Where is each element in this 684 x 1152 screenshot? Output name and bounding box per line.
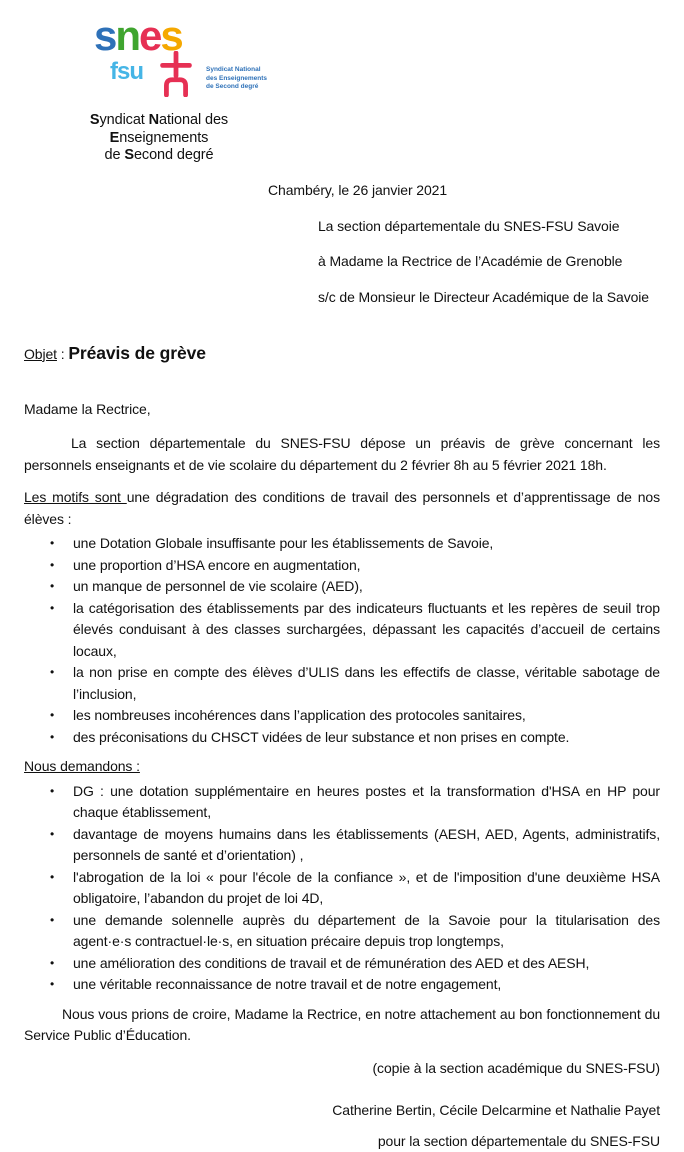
intro-paragraph: La section départementale du SNES-FSU dépose un préavis de grève concernant les personnels enseignants et de vie scolaire du département du 2 février 8h au 5 février 2021 18h. xyxy=(24,433,660,476)
org-name xyxy=(47,112,271,165)
subject-separator: : xyxy=(57,346,68,362)
snes-fsu-logo xyxy=(94,18,354,98)
list-item: • davantage de moyens humains dans les établissements (AESH, AED, Agents, administratifs, personnels de santé et d’orientation) , xyxy=(24,824,660,867)
bullet-icon: • xyxy=(50,727,73,749)
bullet-icon: • xyxy=(50,781,73,824)
motifs-lead xyxy=(24,487,660,530)
bullet-icon: • xyxy=(50,953,73,975)
subject-title: Préavis de grève xyxy=(68,343,206,363)
recipient-block xyxy=(318,216,660,308)
logo-fsu-label: fsu xyxy=(110,58,143,86)
recipient-line: La section départementale du SNES-FSU Savoie xyxy=(318,216,660,237)
list-item: • DG : une dotation supplémentaire en heures postes et la transformation d'HSA en HP pour chaque établissement, xyxy=(24,781,660,824)
copy-note: (copie à la section académique du SNES-FSU) xyxy=(24,1058,660,1080)
list-item: • une demande solennelle auprès du département de la Savoie pour la titularisation des agent·e·s contractuel·le·s, en situation précaire depuis trop longtemps, xyxy=(24,910,660,953)
signature-names: Catherine Bertin, Cécile Delcarmine et Nathalie Payet xyxy=(24,1100,660,1122)
logo-letter: s xyxy=(94,12,115,59)
logo-letter: n xyxy=(115,12,139,59)
demandes-heading: Nous demandons : xyxy=(24,756,660,778)
bullet-icon: • xyxy=(50,867,73,910)
logo-caption xyxy=(206,66,267,92)
bullet-icon: • xyxy=(50,598,73,663)
motifs-list xyxy=(24,533,660,748)
subject-line xyxy=(24,341,660,366)
closing-paragraph: Nous vous prions de croire, Madame la Rectrice, en notre attachement au bon fonctionnement du Service Public d’Éducation. xyxy=(24,1004,660,1047)
list-item: • un manque de personnel de vie scolaire (AED), xyxy=(24,576,660,598)
logo-caption-line: Syndicat National xyxy=(206,66,267,75)
list-item: • les nombreuses incohérences dans l’application des protocoles sanitaires, xyxy=(24,705,660,727)
logo-letter: e xyxy=(139,12,160,59)
motifs-lead-underlined: Les motifs sont xyxy=(24,489,127,505)
salutation: Madame la Rectrice, xyxy=(24,399,660,421)
org-name-line2: de Second degré xyxy=(47,147,271,165)
org-name-line1: Syndicat National des Enseignements xyxy=(47,112,271,147)
list-item: • la non prise en compte des élèves d’ULIS dans les effectifs de classe, véritable sabotage de l’inclusion, xyxy=(24,662,660,705)
recipient-line: à Madame la Rectrice de l’Académie de Grenoble xyxy=(318,251,660,272)
list-item: • une véritable reconnaissance de notre travail et de notre engagement, xyxy=(24,974,660,996)
signature-role: pour la section départementale du SNES-FSU xyxy=(24,1131,660,1152)
list-item: • une amélioration des conditions de travail et de rémunération des AED et des AESH, xyxy=(24,953,660,975)
logo-wordmark xyxy=(94,18,354,54)
subject-label: Objet xyxy=(24,346,57,362)
logo-letter: s xyxy=(160,12,181,59)
bullet-icon: • xyxy=(50,576,73,598)
bullet-icon: • xyxy=(50,705,73,727)
date-line: Chambéry, le 26 janvier 2021 xyxy=(268,180,660,201)
demandes-list xyxy=(24,781,660,996)
logo-caption-line: de Second degré xyxy=(206,83,267,92)
motifs-lead-rest: une dégradation des conditions de travail des personnels et d’apprentissage de nos élèves : xyxy=(24,489,660,527)
list-item: • une Dotation Globale insuffisante pour les établissements de Savoie, xyxy=(24,533,660,555)
recipient-line: s/c de Monsieur le Directeur Académique de la Savoie xyxy=(318,287,660,308)
list-item: • l'abrogation de la loi « pour l'école de la confiance », et de l'imposition d'une deuxième HSA obligatoire, l’abandon du projet de loi 4D, xyxy=(24,867,660,910)
bullet-icon: • xyxy=(50,662,73,705)
list-item: • la catégorisation des établissements par des indicateurs fluctuants et les repères de seuil trop élevés conduisant à des classes surchargées, dépassant les capacités d’accueil de certains locaux, xyxy=(24,598,660,663)
bullet-icon: • xyxy=(50,974,73,996)
list-item: • des préconisations du CHSCT vidées de leur substance et non prises en compte. xyxy=(24,727,660,749)
list-item: • une proportion d’HSA encore en augmentation, xyxy=(24,555,660,577)
bullet-icon: • xyxy=(50,910,73,953)
bullet-icon: • xyxy=(50,824,73,867)
bullet-icon: • xyxy=(50,533,73,555)
logo-caption-line: des Enseignements xyxy=(206,75,267,84)
stick-person-icon xyxy=(156,51,196,100)
bullet-icon: • xyxy=(50,555,73,577)
